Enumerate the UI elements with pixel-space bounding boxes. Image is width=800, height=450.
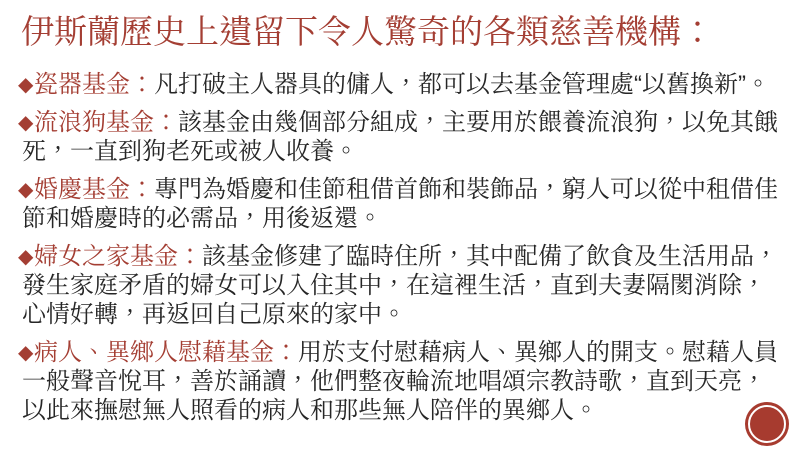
bullet-term: 瓷器基金： bbox=[34, 71, 154, 98]
bullet-term: 婚慶基金： bbox=[34, 176, 154, 203]
bullet-list bbox=[18, 70, 786, 434]
diamond-bullet-icon: ◆ bbox=[18, 74, 34, 96]
bullet-desc: 該基金由幾個部分組成，主要用於餵養流浪狗，以免其餓死，一直到狗老死或被人收養。 bbox=[22, 109, 778, 165]
slide-title: 伊斯蘭歷史上遺留下令人驚奇的各類慈善機構： bbox=[21, 13, 714, 50]
bullet-item-porcelain-fund bbox=[18, 70, 786, 99]
bullet-item-stray-dog-fund bbox=[18, 108, 786, 166]
bullet-item-comfort-fund bbox=[18, 338, 786, 425]
bullet-desc: 用於支付慰藉病人、異鄉人的開支。慰藉人員一般聲音悅耳，善於誦讀，他們整夜輪流地唱頌宗教詩歌，直到天亮，以此來撫慰無人照看的病人和那些無人陪伴的異鄉人。 bbox=[22, 339, 778, 424]
red-seal-icon bbox=[748, 405, 786, 443]
bullet-item-womens-home-fund bbox=[18, 242, 786, 329]
bullet-desc: 該基金修建了臨時住所，其中配備了飲食及生活用品，發生家庭矛盾的婦女可以入住其中，在這裡生活，直到夫妻隔閡消除，心情好轉，再返回自己原來的家中。 bbox=[22, 243, 778, 328]
bullet-desc: 凡打破主人器具的傭人，都可以去基金管理處“以舊換新”。 bbox=[154, 71, 770, 98]
bullet-term: 流浪狗基金： bbox=[34, 109, 178, 136]
diamond-bullet-icon: ◆ bbox=[18, 342, 34, 364]
bullet-desc: 專門為婚慶和佳節租借首飾和裝飾品，窮人可以從中租借佳節和婚慶時的必需品，用後返還。 bbox=[22, 176, 778, 232]
bullet-term: 病人、異鄉人慰藉基金： bbox=[34, 339, 298, 366]
diamond-bullet-icon: ◆ bbox=[18, 179, 34, 201]
bullet-item-wedding-fund bbox=[18, 175, 786, 233]
diamond-bullet-icon: ◆ bbox=[18, 246, 34, 268]
diamond-bullet-icon: ◆ bbox=[18, 112, 34, 134]
bullet-term: 婦女之家基金： bbox=[34, 243, 202, 270]
